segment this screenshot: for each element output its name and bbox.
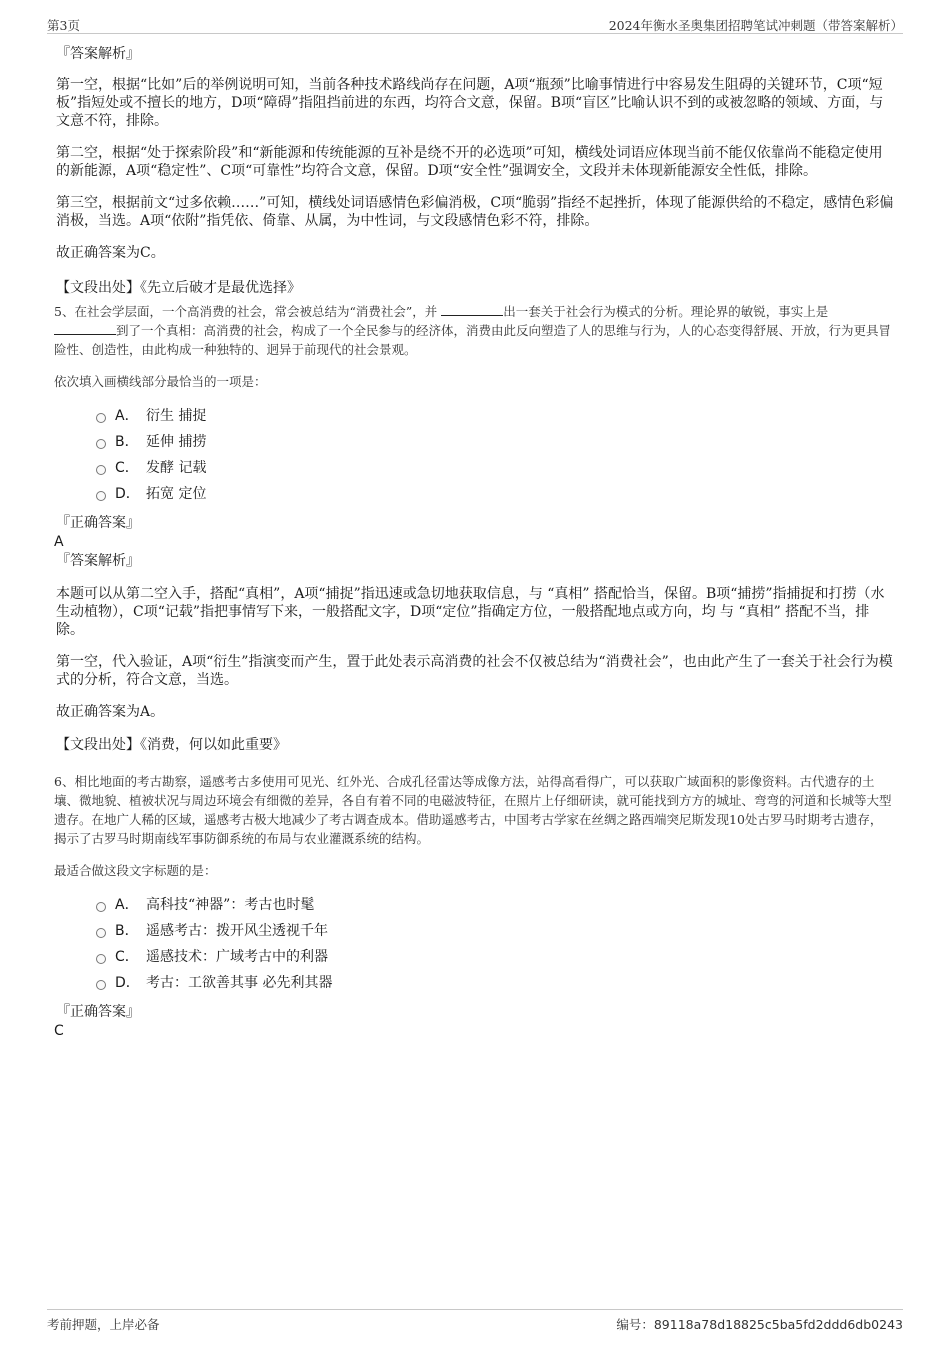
option-d[interactable]: D． 考古：工欲善其事 必先利其器	[96, 970, 894, 996]
radio-circle-icon[interactable]	[96, 954, 106, 964]
fill-blank-1	[441, 315, 503, 316]
option-a[interactable]: A． 高科技“神器”：考古也时髦	[96, 892, 894, 918]
radio-circle-icon[interactable]	[96, 413, 106, 423]
radio-circle-icon[interactable]	[96, 928, 106, 938]
q6-correct-answer: C	[54, 1023, 64, 1039]
document-code: 编号：89118a78d18825c5ba5fd2ddd6db0243	[616, 1317, 903, 1332]
page-content	[56, 44, 894, 1040]
page-number: 第3页	[47, 18, 80, 33]
option-a[interactable]: A． 衍生 捕捉	[96, 403, 894, 429]
option-c[interactable]: C． 发酵 记载	[96, 455, 894, 481]
question-5-stem: 5、在社会学层面，一个高消费的社会，常会被总结为“消费社会”，并 出一套关于社会行为模式的分析。理论界的敏锐，事实上是 到了一个真相：高消费的社会，构成了一个全民参与的经济体，消费由此反向塑造了人的思维与行为，人的心态变得舒展、开放，行为更具冒险性、创造性，由此构成一种独特的、迥异于前现代的社会景观。	[54, 304, 892, 357]
q4-analysis	[56, 44, 894, 298]
footer-slogan: 考前押题，上岸必备	[47, 1317, 160, 1332]
q4-analysis-paragraph: 第二空，根据“处于探索阶段”和“新能源和传统能源的互补是绕不开的必选项”可知，横线处词语应体现当前不能仅依靠尚不能稳定使用的新能源，A项“稳定性”、C项“可靠性”均符合文意，保留。D项“安全性”强调安全，文段并未体现新能源安全性低，排除。	[56, 145, 883, 179]
q5-analysis-paragraph: 第一空，代入验证，A项“衍生”指演变而产生，置于此处表示高消费的社会不仅被总结为“消费社会”，也由此产生了一套关于社会行为模式的分析，符合文意，当选。	[56, 654, 893, 688]
page-header	[47, 14, 903, 34]
q4-source: 【文段出处】《先立后破才是最优选择》	[56, 280, 301, 296]
option-b[interactable]: B． 遥感考古：拨开风尘透视千年	[96, 918, 894, 944]
radio-circle-icon[interactable]	[96, 980, 106, 990]
question-6	[56, 772, 894, 1040]
q5-analysis-label: 『答案解析』	[56, 553, 140, 569]
fill-blank-2	[54, 334, 116, 335]
option-d[interactable]: D． 拓宽 定位	[96, 481, 894, 507]
q4-analysis-paragraph: 第一空，根据“比如”后的举例说明可知，当前各种技术路线尚存在问题，A项“瓶颈”比喻事情进行中容易发生阻碍的关键环节，C项“短板”指短处或不擅长的地方，D项“障碍”指阻挡前进的东西，均符合文意，保留。B项“盲区”比喻认识不到的或被忽略的领域、方面，与文意不符，排除。	[56, 77, 884, 129]
q4-conclusion: 故正确答案为C。	[56, 245, 165, 261]
radio-circle-icon[interactable]	[96, 491, 106, 501]
q5-correct-label: 『正确答案』	[56, 515, 140, 531]
q6-answer	[56, 1002, 894, 1040]
q5-answer	[56, 513, 894, 755]
page-footer	[47, 1309, 903, 1333]
q4-analysis-label: 『答案解析』	[56, 46, 140, 62]
question-6-options	[96, 892, 894, 996]
radio-circle-icon[interactable]	[96, 902, 106, 912]
q5-analysis-paragraph: 本题可以从第二空入手，搭配“真相”，A项“捕捉”指迅速或急切地获取信息，与 “真相” 搭配恰当，保留。B项“捕捞”指捕捉和打捞（水生动植物），C项“记载”指把事情写下来，一般搭配文字，D项“定位”指确定方位，一般搭配地点或方向，均 与 “真相” 搭配不当，排除。	[56, 586, 885, 638]
question-5-options	[96, 403, 894, 507]
question-6-stem: 6、相比地面的考古勘察，遥感考古多使用可见光、红外光、合成孔径雷达等成像方法，站得高看得广，可以获取广域面积的影像资料。古代遗存的土壤、微地貌、植被状况与周边环境会有细微的差异，各自有着不同的电磁波特征，在照片上仔细研读，就可能找到方方的城址、弯弯的河道和长城等大型遗存。在地广人稀的区域，遥感考古极大地减少了考古调查成本。借助遥感考古，中国考古学家在丝绸之路西端突尼斯发现10处古罗马时期考古遗存，揭示了古罗马时期南线军事防御系统的布局与农业灌溉系统的结构。	[54, 774, 892, 846]
option-c[interactable]: C． 遥感技术：广域考古中的利器	[96, 944, 894, 970]
question-5-prompt: 依次填入画横线部分最恰当的一项是：	[54, 374, 267, 389]
radio-circle-icon[interactable]	[96, 439, 106, 449]
q5-source: 【文段出处】《消费，何以如此重要》	[56, 737, 287, 753]
q5-correct-answer: A	[54, 534, 64, 550]
q4-analysis-paragraph: 第三空，根据前文“过多依赖……”可知，横线处词语感情色彩偏消极，C项“脆弱”指经不起挫折，体现了能源供给的不稳定，感情色彩偏消极，当选。A项“依附”指凭依、倚靠、从属，为中性词，与文段感情色彩不符，排除。	[56, 195, 894, 229]
option-b[interactable]: B． 延伸 捕捞	[96, 429, 894, 455]
document-title: 2024年衡水圣奥集团招聘笔试冲刺题（带答案解析）	[608, 18, 903, 33]
q5-conclusion: 故正确答案为A。	[56, 704, 165, 720]
radio-circle-icon[interactable]	[96, 465, 106, 475]
q6-correct-label: 『正确答案』	[56, 1004, 140, 1020]
question-5	[56, 302, 894, 755]
question-6-prompt: 最适合做这段文字标题的是：	[54, 863, 217, 878]
